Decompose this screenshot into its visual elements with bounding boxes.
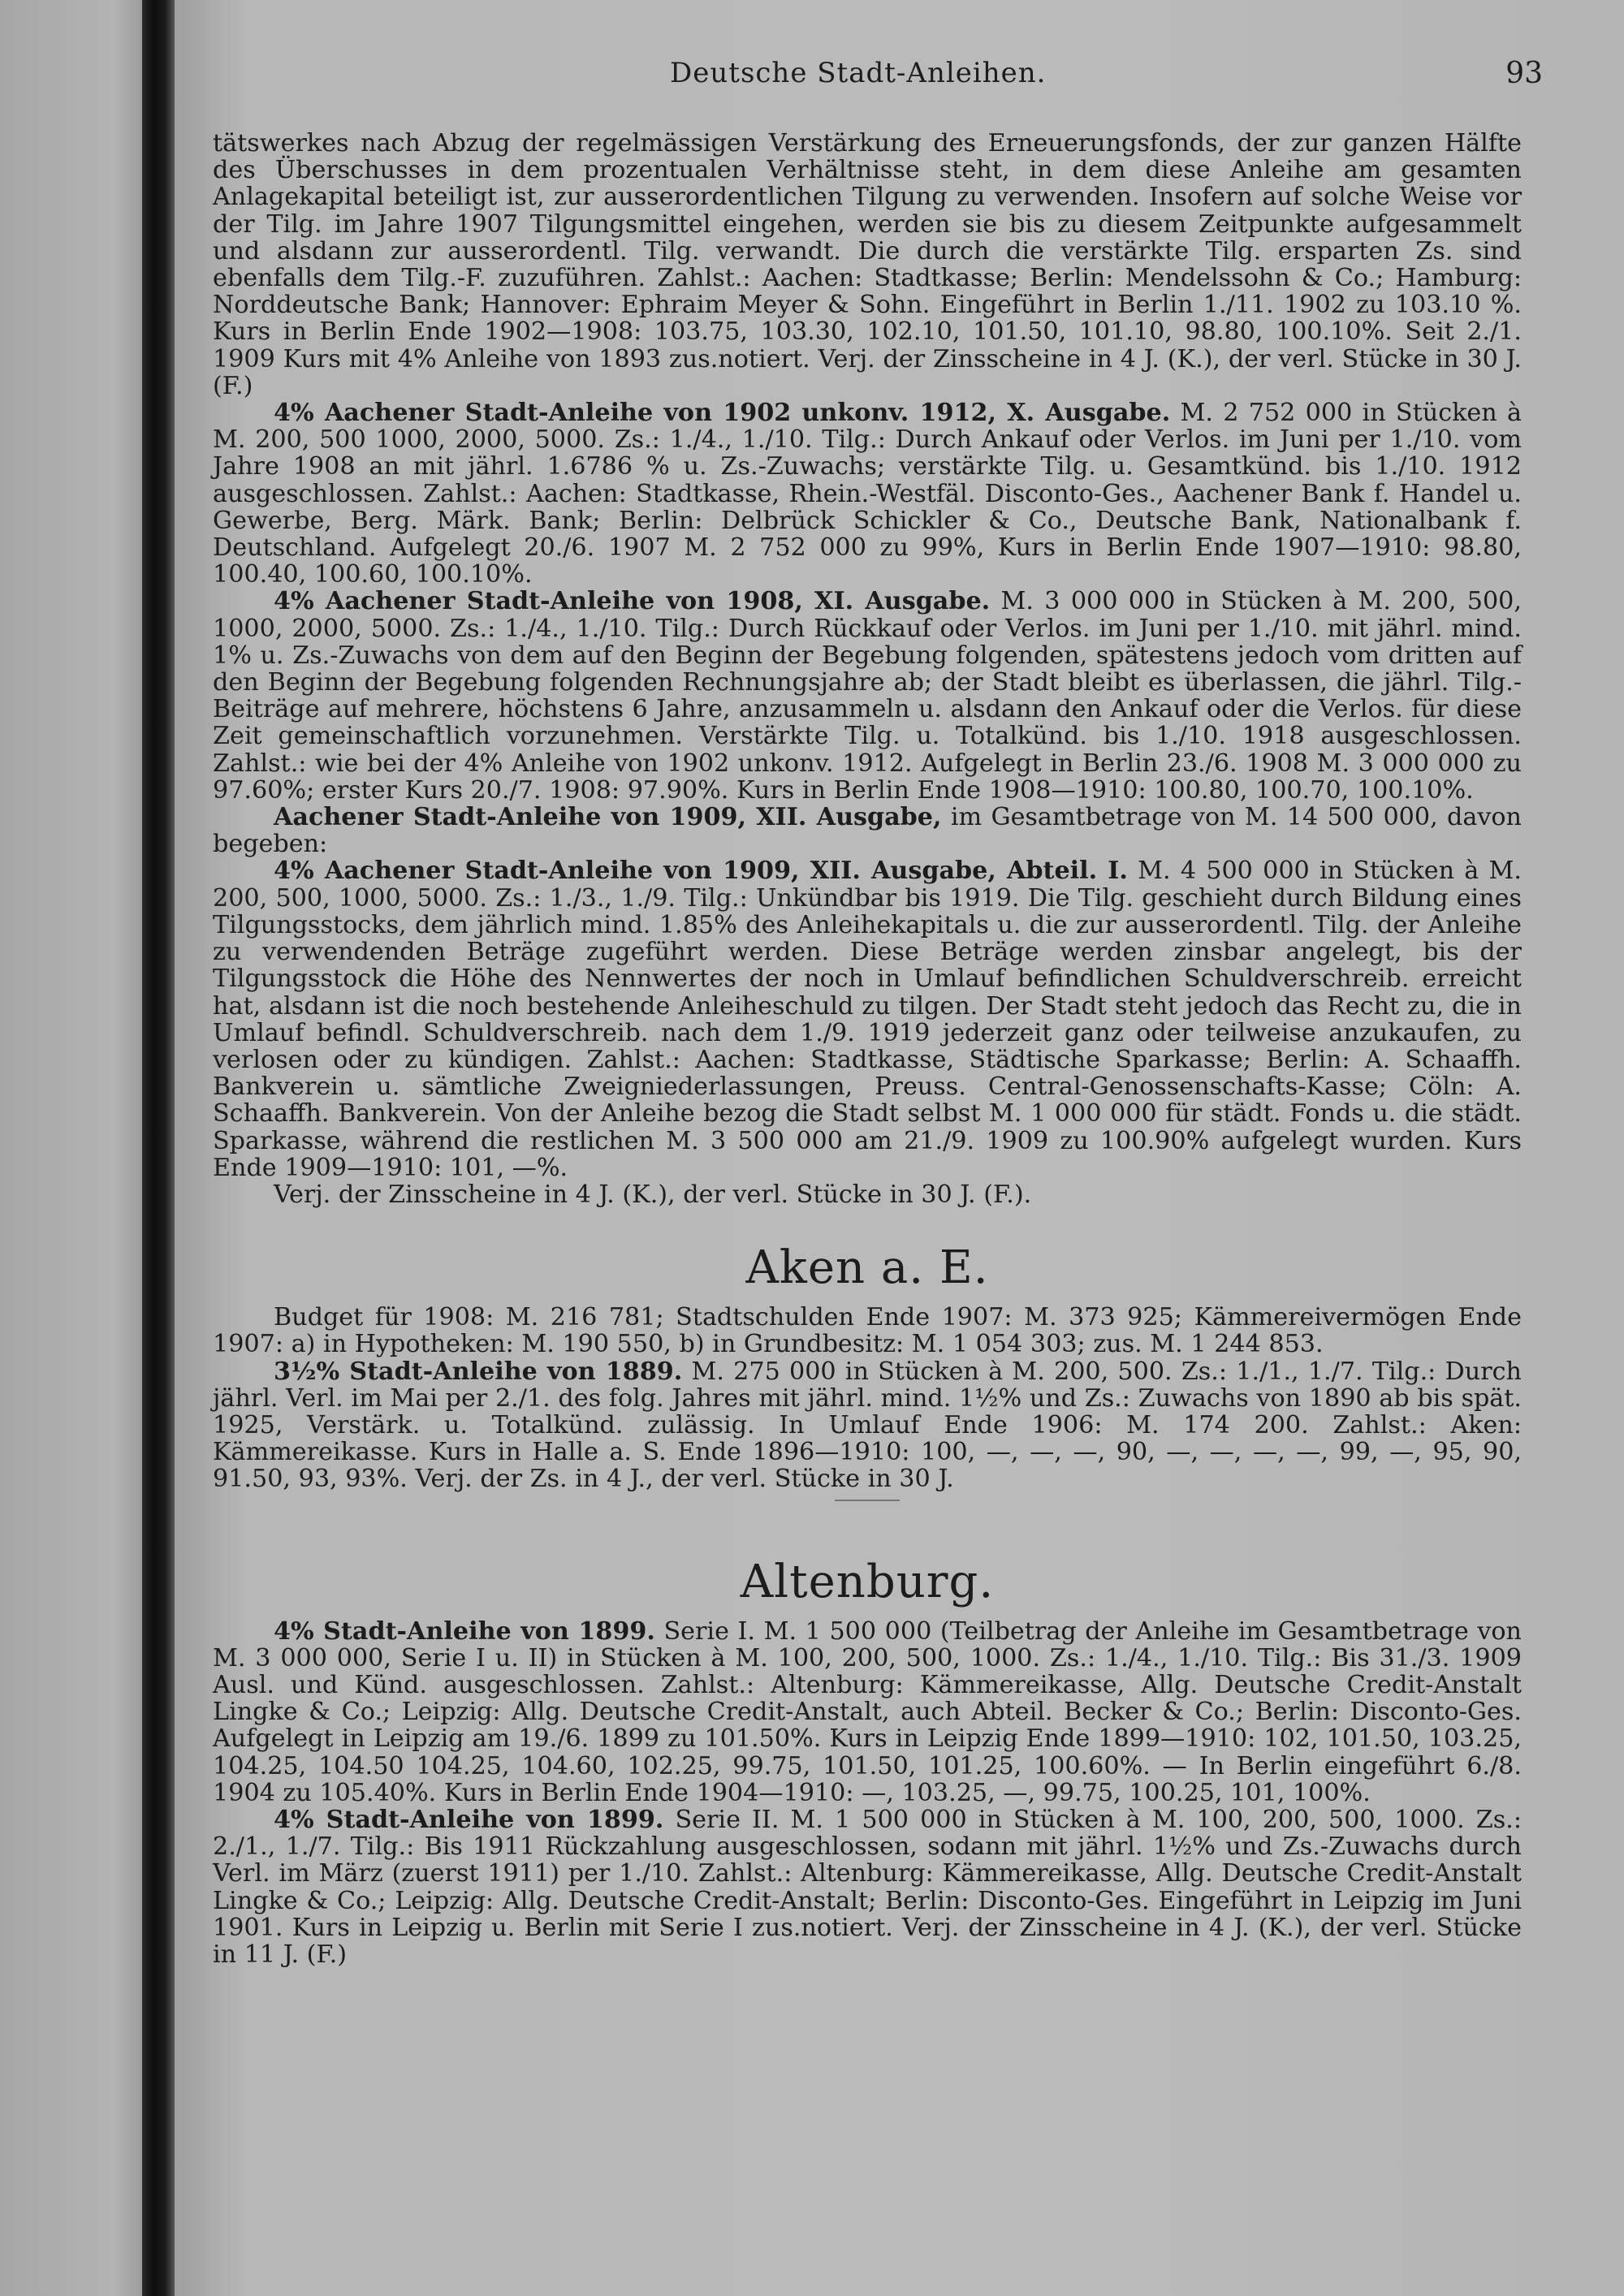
- paragraph-text: Serie I. M. 1 500 000 (Teilbetrag der Anleihe im Gesamtbetrage von M. 3 000 000, Serie I u. II) in Stücken à M. 100, 200, 500, 1000. Zs.: 1./4., 1./10. Tilg.: Bis 31./3. 1909 Ausl. und Künd. ausgeschlossen. Zahlst.: Altenburg: Kämmereikasse, Allg. Deutsche Credit-Anstalt Lingke & Co.; Leipzig: Allg. Deutsche Credit-Anstalt, auch Abteil. Becker & Co.; Berlin: Disconto-Ges. Aufgelegt in Leipzig am 19./6. 1899 zu 101.50%. Kurs in Leipzig Ende 1899—1910: 102, 101.50, 103.25, 104.25, 104.50 104.25, 104.60, 102.25, 99.75, 101.50, 101.25, 100.60%. — In Berlin eingeführt 6./8. 1904 zu 105.40%. Kurs in Berlin Ende 1904—1910: —, 103.25, —, 99.75, 100.25, 101, 100%.: [213, 1616, 1522, 1807]
- paragraph-text: Budget für 1908: M. 216 781; Stadtschulden Ende 1907: M. 373 925; Kämmereivermögen Ende 1907: a) in Hypotheken: M. 190 550, b) in Grundbesitz: M. 1 054 303; zus. M. 1 244 853.: [213, 1303, 1522, 1359]
- left-margin: [0, 0, 142, 2296]
- bond-entry: [213, 588, 1522, 804]
- bond-title: 4% Stadt-Anleihe von 1899.: [274, 1616, 655, 1646]
- paragraph-text: M. 4 500 000 in Stücken à M. 200, 500, 1000, 5000. Zs.: 1./3., 1./9. Tilg.: Unkündbar bis 1919. Die Tilg. geschieht durch Bildung eines Tilgungsstocks, dem jährlich mind. 1.85% des Anleihekapitals u. die zur ausserordentl. Tilg. der Anleihe zu verwendenden Beträge zugeführt werden. Diese Beträge werden zinsbar angelegt, bis der Tilgungsstock die Höhe des Nennwertes der noch in Umlauf befindlichen Schuldverschreib. erreicht hat, alsdann ist die noch bestehende Anleiheschuld zu tilgen. Der Stadt steht jedoch das Recht zu, die in Umlauf befindl. Schuldverschreib. nach dem 1./9. 1919 jederzeit ganz oder teilweise anzukaufen, zu verlosen oder zu kündigen. Zahlst.: Aachen: Stadtkasse, Städtische Sparkasse; Berlin: A. Schaaffh. Bankverein u. sämtliche Zweigniederlassungen, Preuss. Central-Genossenschafts-Kasse; Cöln: A. Schaaffh. Bankverein. Von der Anleihe bezog die Stadt selbst M. 1 000 000 für städt. Fonds u. die städt. Sparkasse, während die restlichen M. 3 500 000 am 21./9. 1909 zu 100.90% aufgelegt wurden. Kurs Ende 1909—1910: 101, —%.: [213, 857, 1522, 1182]
- running-head: Deutsche Stadt-Anleihen.: [670, 57, 1047, 89]
- paragraph-text: M. 275 000 in Stücken à M. 200, 500. Zs.: 1./1., 1./7. Tilg.: Durch jährl. Verl. im Mai per 2./1. des folg. Jahres mit jährl. mind. 1½% und Zs.: Zuwachs von 1890 ab bis spät. 1925, Verstärk. u. Totalkünd. zulässig. In Umlauf Ende 1906: M. 174 200. Zahlst.: Aken: Kämmereikasse. Kurs in Halle a. S. Ende 1896—1910: 100, —, —, —, 90, —, —, —, —, 99, —, 95, 90, 91.50, 93, 93%. Verj. der Zs. in 4 J., der verl. Stücke in 30 J.: [213, 1357, 1522, 1494]
- page-header: [175, 57, 1624, 97]
- page-number: 93: [1505, 57, 1543, 90]
- bond-entry: [213, 804, 1522, 857]
- bond-title: 3½% Stadt-Anleihe von 1889.: [274, 1357, 683, 1386]
- bond-entry: [213, 1358, 1522, 1493]
- paragraph-text: Verj. der Zinsscheine in 4 J. (K.), der verl. Stücke in 30 J. (F.).: [274, 1180, 1032, 1209]
- bond-title: 4% Aachener Stadt-Anleihe von 1909, XII. Ausgabe, Abteil. I.: [274, 857, 1128, 886]
- bond-entry: [213, 857, 1522, 1180]
- bond-title: 4% Stadt-Anleihe von 1899.: [274, 1805, 664, 1834]
- document-page: [175, 0, 1624, 2296]
- bond-title: 4% Aachener Stadt-Anleihe von 1908, XI. Ausgabe.: [274, 587, 991, 616]
- section-divider: [835, 1500, 900, 1501]
- bond-entry: [213, 1618, 1522, 1806]
- book-binding: [142, 0, 175, 2296]
- bond-title: Aachener Stadt-Anleihe von 1909, XII. Ausgabe,: [274, 803, 942, 832]
- bond-entry: [213, 399, 1522, 588]
- text-body: [213, 130, 1522, 1968]
- bond-entry: [213, 1806, 1522, 1968]
- city-heading-aken: Aken a. E.: [745, 1241, 989, 1295]
- paragraph: [213, 130, 1522, 399]
- paragraph-text: im Gesamtbetrage von M. 14 500 000, davon begeben:: [213, 803, 1522, 859]
- bond-title: 4% Aachener Stadt-Anleihe von 1902 unkonv. 1912, X. Ausgabe.: [274, 399, 1171, 428]
- paragraph: [213, 1304, 1522, 1357]
- paragraph: [213, 1181, 1522, 1208]
- paragraph-text: M. 2 752 000 in Stücken à M. 200, 500 1000, 2000, 5000. Zs.: 1./4., 1./10. Tilg.: Durch Ankauf oder Verlos. im Juni per 1./10. vom Jahre 1908 an mit jährl. 1.6786 % u. Zs.-Zuwachs; verstärkte Tilg. u. Gesamtkünd. bis 1./10. 1912 ausgeschlossen. Zahlst.: Aachen: Stadtkasse, Rhein.-Westfäl. Disconto-Ges., Aachener Bank f. Handel u. Gewerbe, Berg. Märk. Bank; Berlin: Delbrück Schickler & Co., Deutsche Bank, Nationalbank f. Deutschland. Aufgelegt 20./6. 1907 M. 2 752 000 zu 99%, Kurs in Berlin Ende 1907—1910: 98.80, 100.40, 100.60, 100.10%.: [213, 399, 1522, 589]
- city-heading-altenburg: Altenburg.: [740, 1555, 995, 1608]
- paragraph-text: Serie II. M. 1 500 000 in Stücken à M. 100, 200, 500, 1000. Zs.: 2./1., 1./7. Tilg.: Bis 1911 Rückzahlung ausgeschlossen, sodann mit jährl. 1½% und Zs.-Zuwachs durch Verl. im März (zuerst 1911) per 1./10. Zahlst.: Altenburg: Kämmereikasse, Allg. Deutsche Credit-Anstalt Lingke & Co.; Leipzig: Allg. Deutsche Credit-Anstalt; Berlin: Disconto-Ges. Eingeführt in Leipzig im Juni 1901. Kurs in Leipzig u. Berlin mit Serie I zus.notiert. Verj. der Zinsscheine in 4 J. (K.), der verl. Stücke in 11 J. (F.): [213, 1805, 1522, 1969]
- paragraph-text: M. 3 000 000 in Stücken à M. 200, 500, 1000, 2000, 5000. Zs.: 1./4., 1./10. Tilg.: Durch Rückkauf oder Verlos. im Juni per 1./10. mit jährl. mind. 1% u. Zs.-Zuwachs von dem auf den Beginn der Begebung folgenden, spätestens jedoch vom dritten auf den Beginn der Begebung folgenden Rechnungsjahre ab; der Stadt bleibt es überlassen, die jährl. Tilg.-Beiträge auf mehrere, höchstens 6 Jahre, anzusammeln u. alsdann den Ankauf oder die Verlos. für diese Zeit gemeinschaftlich vorzunehmen. Verstärkte Tilg. u. Totalkünd. bis 1./10. 1918 ausgeschlossen. Zahlst.: wie bei der 4% Anleihe von 1902 unkonv. 1912. Aufgelegt in Berlin 23./6. 1908 M. 3 000 000 zu 97.60%; erster Kurs 20./7. 1908: 97.90%. Kurs in Berlin Ende 1908—1910: 100.80, 100.70, 100.10%.: [213, 587, 1522, 805]
- paragraph-text: tätswerkes nach Abzug der regelmässigen Verstärkung des Erneuerungsfonds, der zur ganzen Hälfte des Überschusses in dem prozentualen Verhältnisse steht, in dem diese Anleihe am gesamten Anlagekapital beteiligt ist, zur ausserordentlichen Tilgung zu verwenden. Insofern auf solche Weise vor der Tilg. im Jahre 1907 Tilgungsmittel eingehen, werden sie bis zu diesem Zeitpunkte aufgesammelt und alsdann zur ausserordentl. Tilg. verwandt. Die durch die verstärkte Tilg. ersparten Zs. sind ebenfalls dem Tilg.-F. zuzuführen. Zahlst.: Aachen: Stadtkasse; Berlin: Mendelssohn & Co.; Hamburg: Norddeutsche Bank; Hannover: Ephraim Meyer & Sohn. Eingeführt in Berlin 1./11. 1902 zu 103.10 %. Kurs in Berlin Ende 1902—1908: 103.75, 103.30, 102.10, 101.50, 101.10, 98.80, 100.10%. Seit 2./1. 1909 Kurs mit 4% Anleihe von 1893 zus.notiert. Verj. der Zinsscheine in 4 J. (K.), der verl. Stücke in 30 J. (F.): [213, 129, 1522, 400]
